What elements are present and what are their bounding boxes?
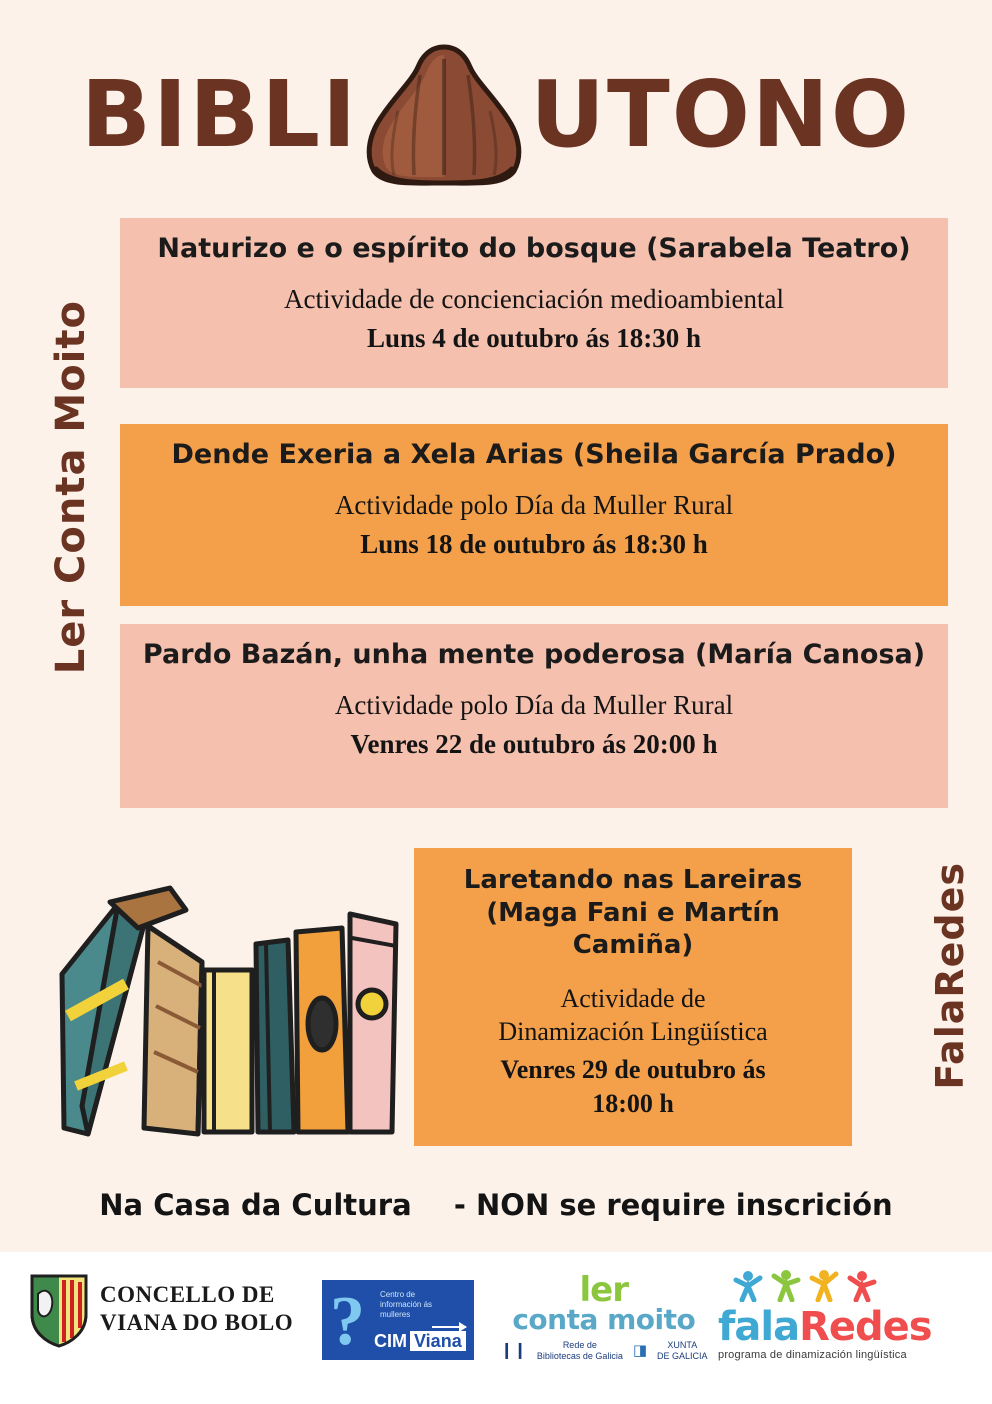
cim-name (374, 1331, 466, 1352)
side-label-ler-conta-moito: Ler Conta Moito (48, 300, 94, 675)
footer-place: Na Casa da Cultura (99, 1188, 412, 1222)
concello-line1: CONCELLO DE (100, 1282, 275, 1308)
falaredes-word-a: fala (718, 1304, 800, 1350)
concello-line2: VIANA DO BOLO (100, 1310, 294, 1335)
falaredes-logo (718, 1268, 992, 1361)
cim-box (322, 1280, 474, 1360)
ler-word: ler (579, 1270, 629, 1310)
rede-bibliotecas-icon: ❙❙ (500, 1340, 527, 1360)
falaredes-subtitle: programa de dinamización lingüística (718, 1349, 907, 1361)
xunta-text (657, 1340, 708, 1361)
event-4-headline-line2: (Maga Fani e Martín Camiña) (486, 897, 780, 960)
ler-logo-wrap (500, 1270, 708, 1361)
people-figures-icon (718, 1289, 928, 1306)
event-card-3 (120, 624, 948, 808)
event-3-datetime: Venres 22 de outubro ás 20:00 h (350, 728, 718, 759)
event-2-headline: Dende Exeria a Xela Arias (Sheila García Prado) (171, 439, 897, 470)
footer-inscription-note: - NON se require inscrición (453, 1188, 893, 1222)
conta-moito-word: conta moito (512, 1303, 696, 1337)
xunta-line1: XUNTA (667, 1340, 698, 1351)
event-1-description: Actividade de concienciación medioambiental (283, 283, 785, 314)
cim-subtitle (380, 1290, 432, 1320)
arrow-right-icon (432, 1326, 466, 1328)
side-label-falaredes: FalaRedes (928, 862, 972, 1090)
concello-viana-do-bolo-logo (28, 1270, 293, 1348)
event-3-description: Actividade polo Día da Muller Rural (334, 689, 734, 720)
cim-subtitle-line1: Centro de (380, 1290, 416, 1299)
cim-subtitle-line3: mulleres (380, 1310, 411, 1319)
cim-label-highlight: Viana (410, 1331, 466, 1351)
event-card-4 (414, 848, 852, 1146)
title-left-text: BIBLI (80, 61, 359, 168)
event-card-1 (120, 218, 948, 388)
falaredes-wrap (718, 1268, 992, 1361)
coat-of-arms-icon (28, 1270, 90, 1348)
poster-title (0, 40, 992, 190)
event-3-headline: Pardo Bazán, unha mente poderosa (María Canosa) (142, 639, 926, 670)
rede-line2: Bibliotecas de Galicia (536, 1350, 623, 1361)
event-4-headline-line1: Laretando nas Lareiras (463, 865, 803, 895)
question-mark-icon: ? (330, 1283, 365, 1360)
event-1-headline: Naturizo e o espírito do bosque (Sarabela Teatro) (157, 233, 911, 264)
rede-bibliotecas-text (537, 1340, 623, 1361)
chestnut-icon (360, 41, 528, 189)
event-4-datetime-line1: Venres 29 de outubro ás (500, 1055, 766, 1085)
event-1-datetime: Luns 4 de outubro ás 18:30 h (366, 322, 702, 353)
concello-logo-text (100, 1281, 293, 1336)
cim-label: CIM (374, 1331, 407, 1351)
event-card-2 (120, 424, 948, 606)
ler-conta-moito-logo (500, 1270, 708, 1361)
footer-note (0, 1188, 992, 1222)
event-4-description-line2: Dinamización Lingüística (498, 1017, 768, 1047)
falaredes-wordmark (718, 1304, 932, 1350)
xunta-line2: DE GALICIA (657, 1350, 708, 1361)
ler-logo-footer (500, 1340, 708, 1361)
title-right-text: UTONO (530, 61, 912, 168)
cim-subtitle-line2: información ás (380, 1300, 433, 1309)
logos-strip (0, 1252, 992, 1404)
stack-of-books-icon (52, 866, 402, 1154)
event-4-datetime-line2: 18:00 h (592, 1088, 674, 1118)
event-2-datetime: Luns 18 de outubro ás 18:30 h (360, 528, 708, 559)
event-4-description-line1: Actividade de (560, 983, 706, 1013)
xunta-icon: ◨ (632, 1341, 648, 1360)
rede-line1: Rede de (562, 1340, 597, 1351)
cim-viana-logo (322, 1280, 474, 1360)
event-2-description: Actividade polo Día da Muller Rural (334, 489, 734, 520)
falaredes-word-b: Redes (799, 1304, 932, 1350)
